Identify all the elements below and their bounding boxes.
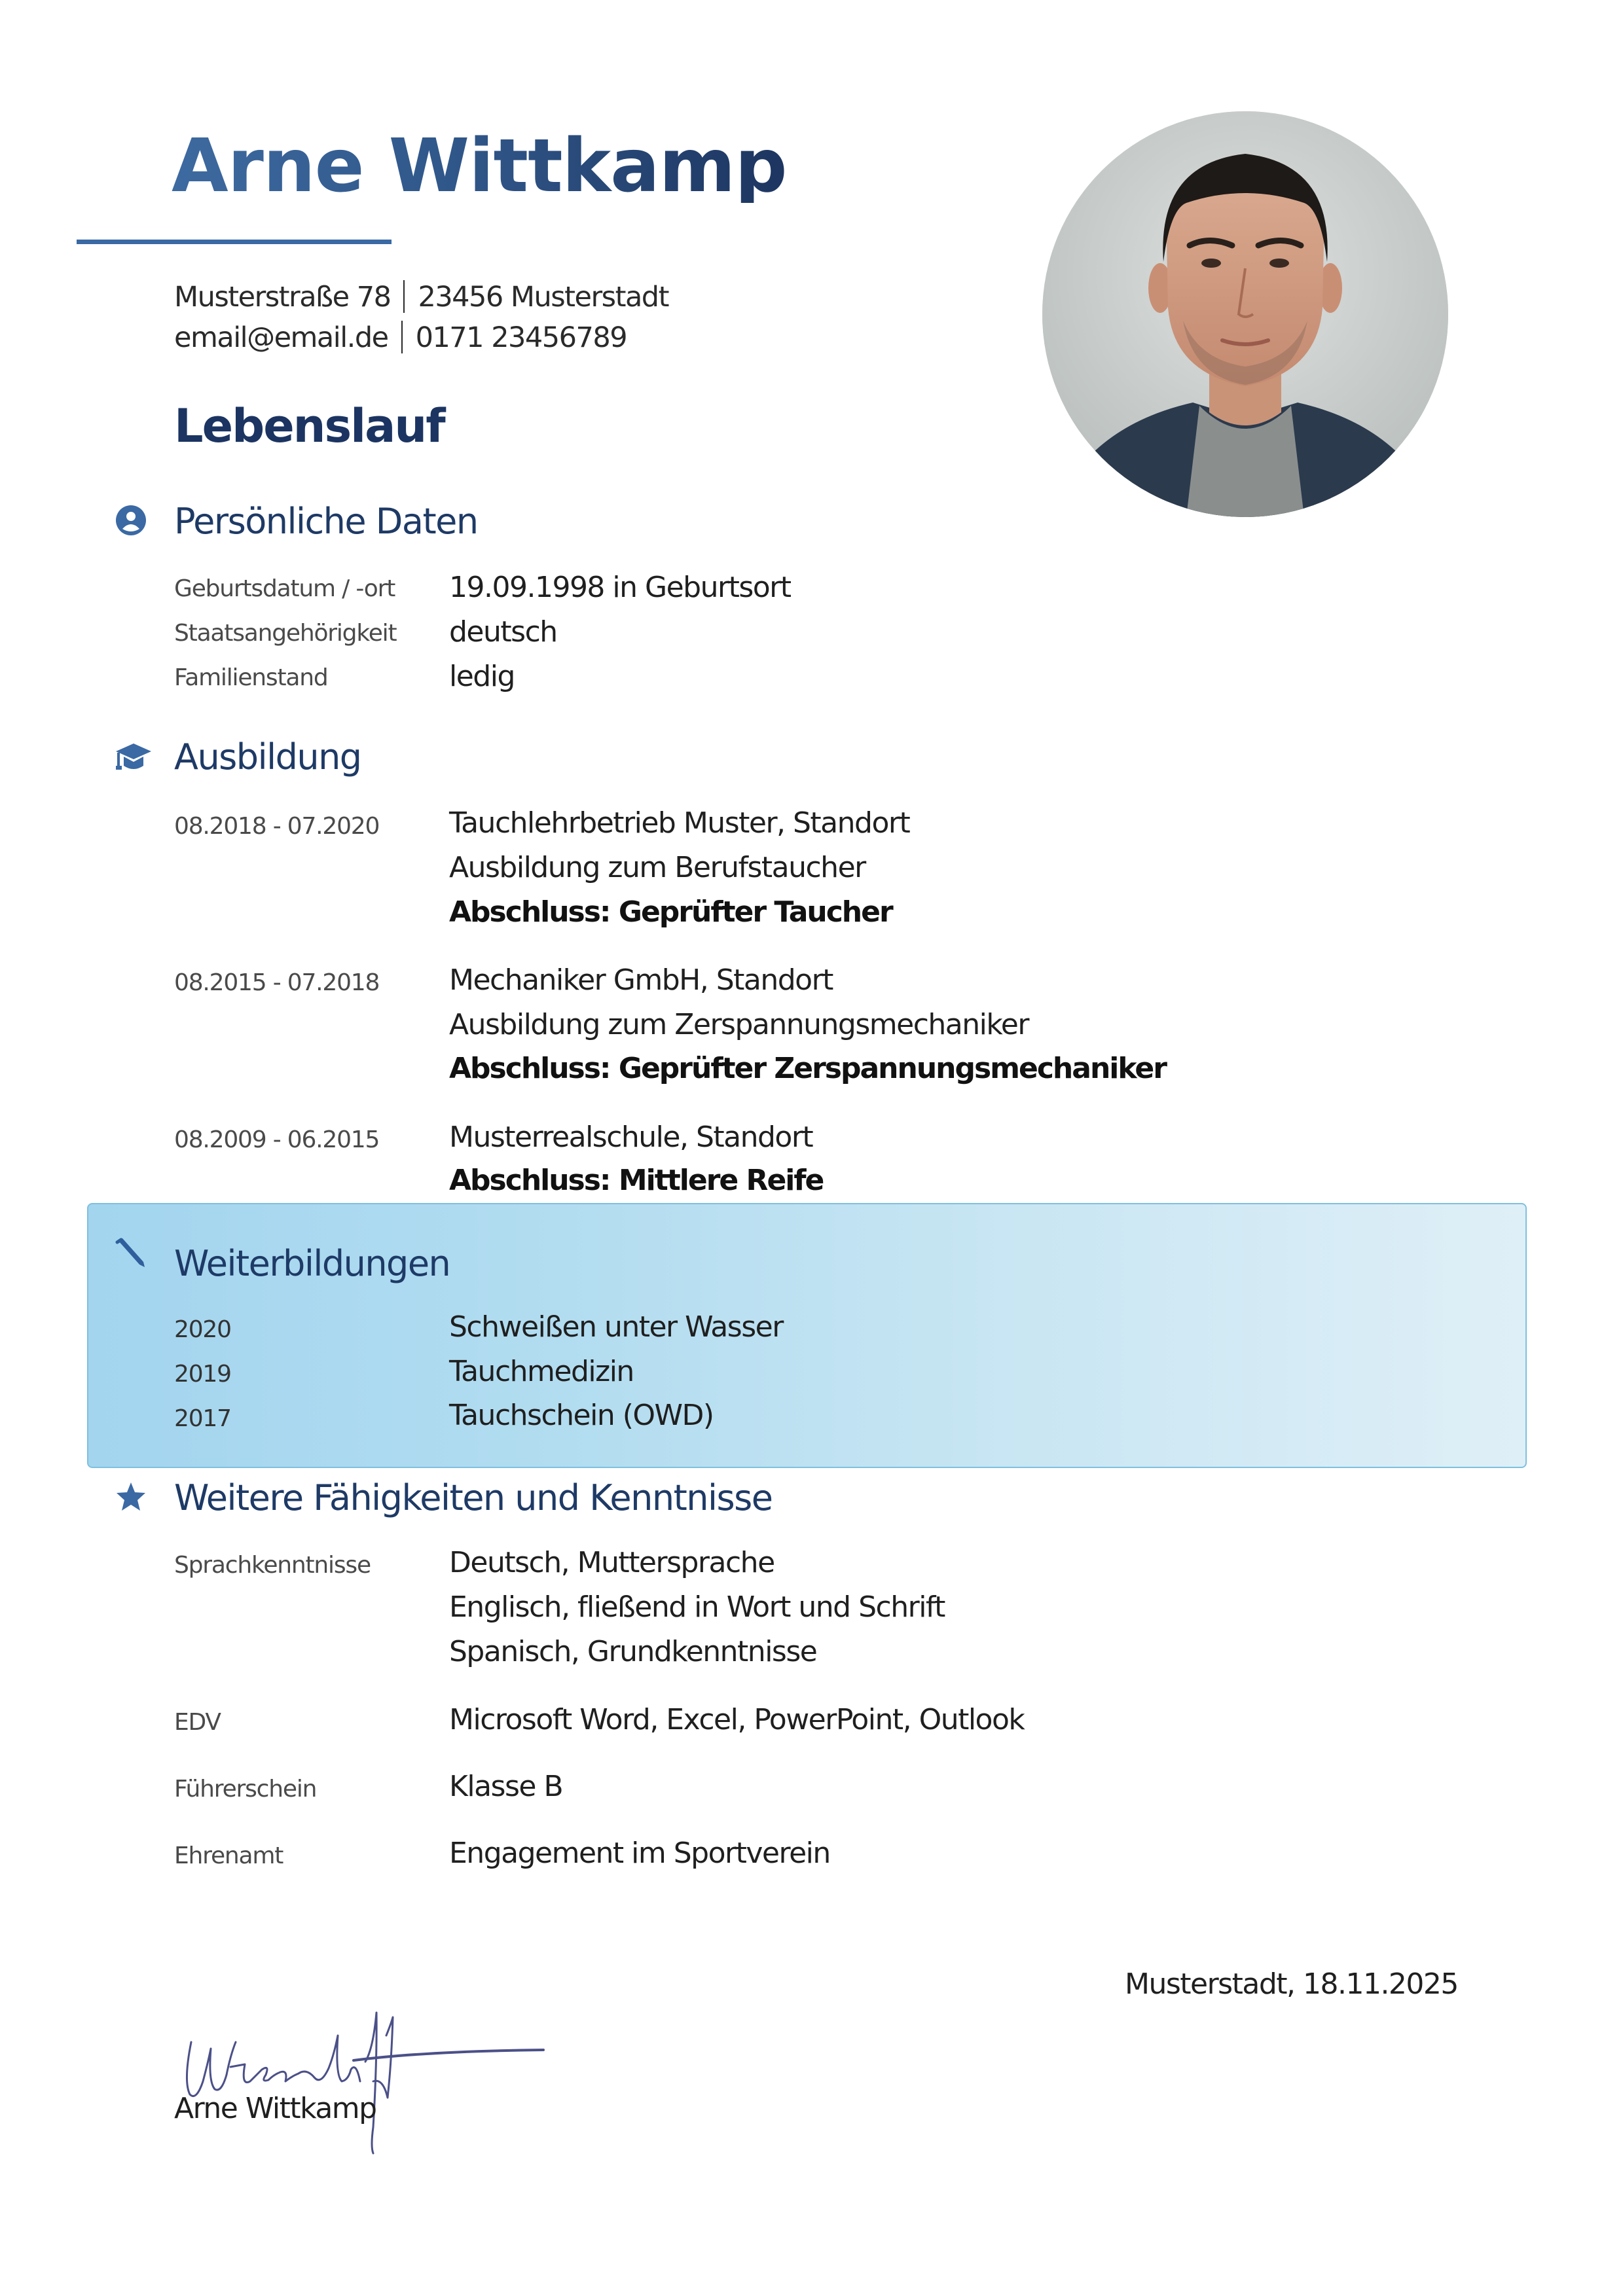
training-year: 2017	[174, 1405, 231, 1432]
pencil-icon	[115, 1237, 147, 1270]
education-institution: Mechaniker GmbH, Standort	[449, 963, 833, 997]
education-program: Ausbildung zum Zerspannungsmechaniker	[449, 1008, 1029, 1041]
label-license: Führerschein	[174, 1776, 317, 1803]
language-item: Spanisch, Grundkenntnisse	[449, 1635, 817, 1668]
section-title-skills: Weitere Fähigkeiten und Kenntnisse	[174, 1477, 773, 1518]
language-item: Deutsch, Muttersprache	[449, 1546, 775, 1579]
graduation-cap-icon	[115, 741, 153, 774]
training-year: 2019	[174, 1361, 231, 1388]
user-circle-icon	[115, 504, 147, 537]
training-course: Tauchschein (OWD)	[449, 1399, 714, 1432]
value-birth: 19.09.1998 in Geburtsort	[449, 571, 791, 604]
place-and-date: Musterstadt, 18.11.2025	[1125, 1967, 1458, 2001]
portrait-illustration	[1042, 111, 1448, 517]
value-license: Klasse B	[449, 1770, 563, 1803]
label-volunteer: Ehrenamt	[174, 1842, 283, 1869]
label-languages: Sprachkenntnisse	[174, 1552, 371, 1579]
value-nationality: deutsch	[449, 615, 557, 649]
education-program: Ausbildung zum Berufstaucher	[449, 851, 866, 884]
phone[interactable]: 0171 23456789	[415, 321, 627, 354]
address-street: Musterstraße 78	[174, 281, 391, 314]
value-marital-status: ledig	[449, 660, 515, 693]
name-underline	[77, 240, 392, 244]
email[interactable]: email@email.de	[174, 321, 388, 354]
portrait-photo	[1042, 111, 1448, 517]
signer-name: Arne Wittkamp	[174, 2092, 376, 2125]
separator	[401, 321, 403, 353]
training-year: 2020	[174, 1316, 231, 1343]
education-period: 08.2009 - 06.2015	[174, 1126, 380, 1153]
education-degree: Abschluss: Geprüfter Taucher	[449, 895, 892, 929]
handwritten-signature	[177, 2009, 596, 2160]
applicant-name: Arne Wittkamp	[172, 124, 787, 209]
separator	[403, 280, 405, 313]
address-line	[174, 280, 668, 313]
section-title-personal: Persönliche Daten	[174, 501, 478, 542]
document-title: Lebenslauf	[174, 399, 445, 453]
contact-line	[174, 321, 627, 353]
value-it: Microsoft Word, Excel, PowerPoint, Outlook	[449, 1703, 1025, 1736]
address-city: 23456 Musterstadt	[418, 281, 668, 314]
star-icon	[115, 1480, 147, 1513]
label-birth: Geburtsdatum / -ort	[174, 575, 395, 602]
education-period: 08.2018 - 07.2020	[174, 813, 380, 840]
education-degree: Abschluss: Geprüfter Zerspannungsmechaniker	[449, 1052, 1166, 1085]
section-title-education: Ausbildung	[174, 736, 361, 778]
label-it: EDV	[174, 1709, 221, 1736]
education-institution: Musterrealschule, Standort	[449, 1121, 813, 1154]
education-degree: Abschluss: Mittlere Reife	[449, 1164, 824, 1197]
language-item: Englisch, fließend in Wort und Schrift	[449, 1590, 945, 1624]
label-nationality: Staatsangehörigkeit	[174, 620, 397, 647]
education-period: 08.2015 - 07.2018	[174, 969, 380, 996]
training-course: Schweißen unter Wasser	[449, 1310, 783, 1344]
section-title-training: Weiterbildungen	[174, 1243, 450, 1284]
label-marital-status: Familienstand	[174, 664, 328, 691]
education-institution: Tauchlehrbetrieb Muster, Standort	[449, 806, 910, 840]
training-course: Tauchmedizin	[449, 1355, 634, 1388]
value-volunteer: Engagement im Sportverein	[449, 1837, 830, 1870]
